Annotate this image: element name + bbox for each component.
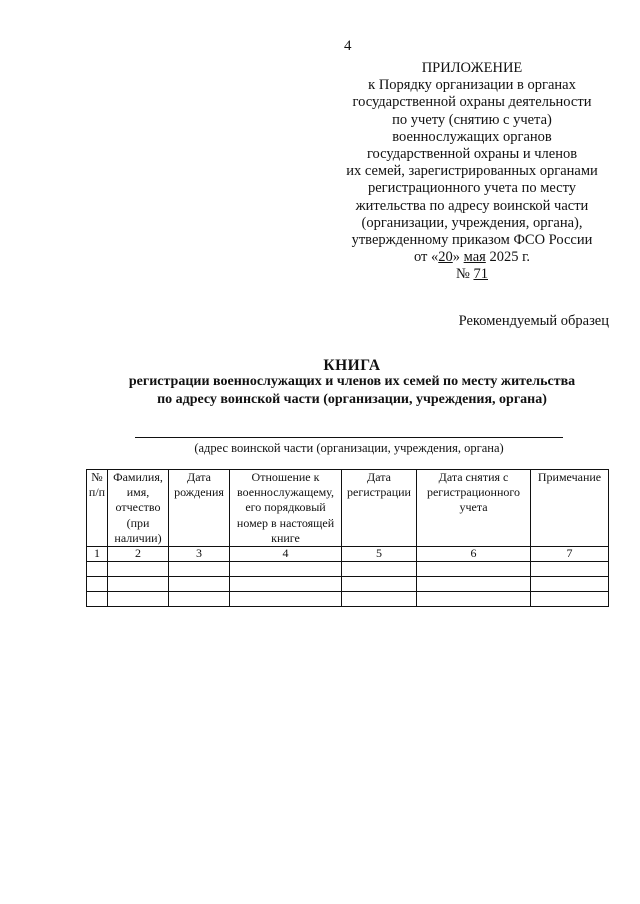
table-cell — [417, 577, 531, 592]
appendix-line: (организации, учреждения, органа), — [361, 214, 583, 231]
appendix-line: по учету (снятию с учета) — [392, 111, 552, 128]
column-number: 6 — [417, 547, 531, 562]
table-header-row — [87, 470, 609, 547]
date-day: 20 — [438, 249, 453, 266]
table-cell — [531, 592, 609, 607]
table-cell — [342, 562, 417, 577]
subtitle-line: по адресу воинской части (организации, учреждения, органа) — [157, 391, 547, 407]
column-header: Примечание — [531, 470, 609, 547]
appendix-line: регистрационного учета по месту — [367, 180, 577, 197]
table-cell — [342, 592, 417, 607]
table-cell — [169, 577, 230, 592]
column-header: № п/п — [87, 470, 108, 547]
column-number: 1 — [87, 547, 108, 562]
table-cell — [169, 562, 230, 577]
sample-label: Рекомендуемый образец — [458, 313, 609, 329]
table-cell — [342, 577, 417, 592]
book-title: КНИГА — [323, 357, 381, 374]
date-prefix: от « — [413, 249, 439, 266]
table-cell — [230, 592, 342, 607]
table-cell — [108, 577, 169, 592]
table-row — [87, 562, 609, 577]
appendix-line: к Порядку организации в органах — [368, 77, 576, 94]
subtitle-line: регистрации военнослужащих и членов их семей по месту жительства — [128, 374, 576, 389]
table-cell — [87, 577, 108, 592]
column-header: Дата регистрации — [342, 470, 417, 547]
table-cell — [87, 592, 108, 607]
appendix-line: их семей, зарегистрированных органами — [346, 163, 598, 180]
column-header: Дата снятия с регистрационного учета — [417, 470, 531, 547]
column-header: Отношение к военнослужащему, его порядковый номер в настоящей книге — [230, 470, 342, 547]
book-subtitle — [0, 373, 640, 408]
appendix-heading: ПРИЛОЖЕНИЕ — [421, 60, 523, 76]
appendix-line: утвержденному приказом ФСО России — [351, 232, 593, 249]
table-row — [87, 577, 609, 592]
table-cell — [87, 562, 108, 577]
table-cell — [108, 592, 169, 607]
table-cell — [417, 592, 531, 607]
table-cell — [531, 577, 609, 592]
column-number: 5 — [342, 547, 417, 562]
appendix-block — [330, 60, 614, 284]
page-number: 4 — [344, 38, 352, 54]
table-cell — [169, 592, 230, 607]
address-caption: (адрес воинской части (организации, учреждения, органа) — [194, 441, 504, 455]
column-number: 7 — [531, 547, 609, 562]
column-header: Фамилия, имя, отчество (при наличии) — [108, 470, 169, 547]
column-number: 2 — [108, 547, 169, 562]
column-header: Дата рождения — [169, 470, 230, 547]
table-cell — [230, 562, 342, 577]
appendix-date — [330, 249, 614, 266]
column-number-row — [87, 547, 609, 562]
column-number: 3 — [169, 547, 230, 562]
table-cell — [531, 562, 609, 577]
table-row — [87, 592, 609, 607]
order-prefix: № — [456, 266, 474, 283]
date-mid: » — [452, 249, 464, 266]
table-cell — [108, 562, 169, 577]
table-cell — [417, 562, 531, 577]
appendix-line: государственной охраны и членов — [366, 146, 578, 163]
address-underline — [135, 437, 563, 438]
appendix-order-number — [330, 266, 614, 283]
order-number: 71 — [473, 266, 488, 283]
appendix-line: жительства по адресу воинской части — [355, 197, 589, 214]
register-table — [86, 469, 609, 607]
table-cell — [230, 577, 342, 592]
appendix-line: государственной охраны деятельности — [352, 94, 592, 111]
appendix-line: военнослужащих органов — [392, 128, 552, 145]
date-year: 2025 г. — [485, 249, 531, 266]
column-number: 4 — [230, 547, 342, 562]
date-month: мая — [463, 249, 486, 266]
